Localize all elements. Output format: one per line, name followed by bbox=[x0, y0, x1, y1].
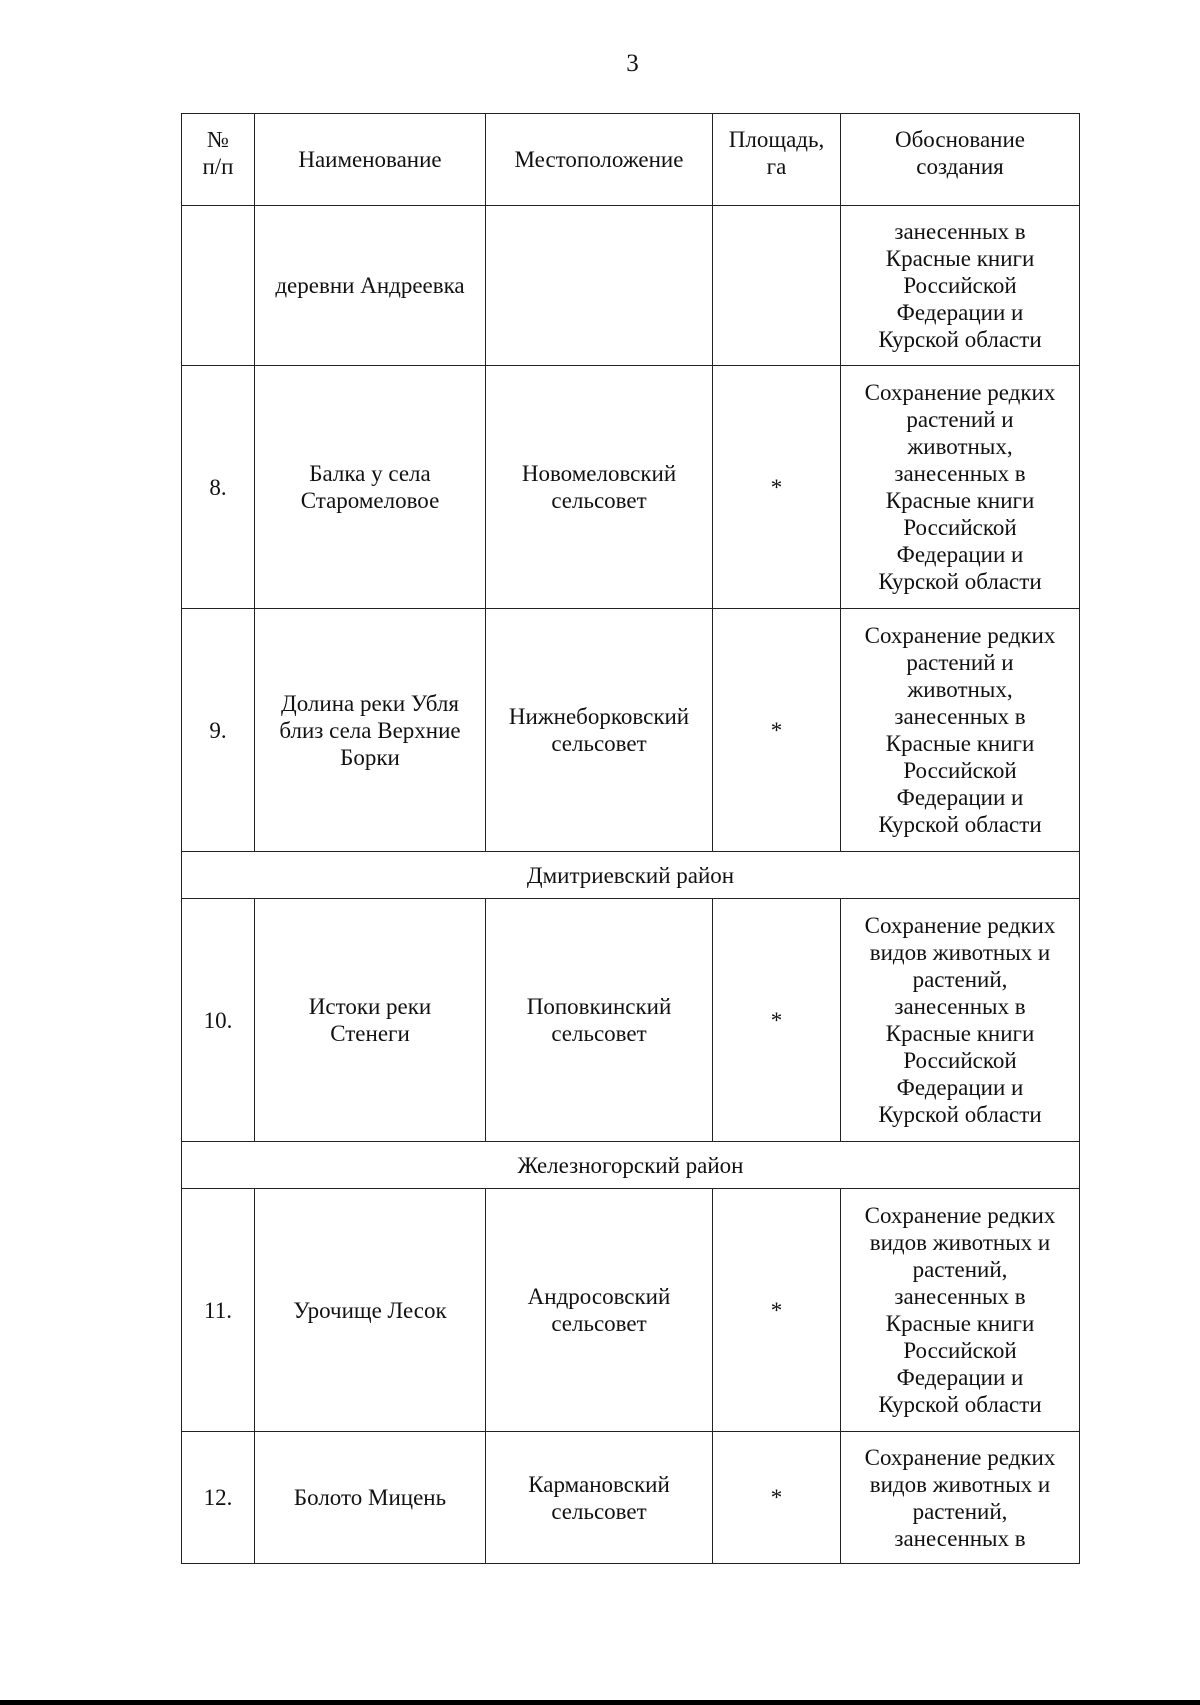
cell-name: Болото Мицень bbox=[255, 1432, 486, 1564]
cell-reason: Сохранение редких растений и животных, занесенных в Красные книги Российской Федерации и Курской области bbox=[841, 366, 1080, 609]
cell-name: деревни Андреевка bbox=[255, 206, 486, 366]
page-number: 3 bbox=[626, 50, 639, 77]
cell-location: Андросовский сельсовет bbox=[486, 1189, 713, 1432]
table-row bbox=[182, 609, 1080, 852]
table-header-row bbox=[182, 114, 1080, 206]
cell-area: * bbox=[713, 899, 841, 1142]
cell-number bbox=[182, 206, 255, 366]
cell-number: 9. bbox=[182, 609, 255, 852]
protected-areas-table bbox=[181, 113, 1080, 1564]
table-row-continuation bbox=[182, 206, 1080, 366]
header-name: Наименование bbox=[255, 114, 486, 206]
cell-location: Нижнеборковский сельсовет bbox=[486, 609, 713, 852]
cell-name: Истоки реки Стенеги bbox=[255, 899, 486, 1142]
cell-location: Кармановский сельсовет bbox=[486, 1432, 713, 1564]
cell-area: * bbox=[713, 366, 841, 609]
cell-number: 11. bbox=[182, 1189, 255, 1432]
cell-name: Балка у села Старомеловое bbox=[255, 366, 486, 609]
cell-location bbox=[486, 206, 713, 366]
cell-name: Урочище Лесок bbox=[255, 1189, 486, 1432]
header-area: Площадь, га bbox=[713, 114, 841, 206]
district-row bbox=[182, 1142, 1080, 1189]
table-row bbox=[182, 366, 1080, 609]
cell-number: 8. bbox=[182, 366, 255, 609]
cell-area: * bbox=[713, 1189, 841, 1432]
district-heading: Дмитриевский район bbox=[182, 852, 1080, 899]
cell-reason: Сохранение редких растений и животных, занесенных в Красные книги Российской Федерации и Курской области bbox=[841, 609, 1080, 852]
table-row bbox=[182, 899, 1080, 1142]
cell-number: 12. bbox=[182, 1432, 255, 1564]
cell-name: Долина реки Убля близ села Верхние Борки bbox=[255, 609, 486, 852]
cell-reason: Сохранение редких видов животных и растений, занесенных в Красные книги Российской Федерации и Курской области bbox=[841, 899, 1080, 1142]
district-row bbox=[182, 852, 1080, 899]
cell-area bbox=[713, 206, 841, 366]
cell-area: * bbox=[713, 1432, 841, 1564]
header-number: № п/п bbox=[182, 114, 255, 206]
table-row bbox=[182, 1432, 1080, 1564]
cell-reason: занесенных в Красные книги Российской Федерации и Курской области bbox=[841, 206, 1080, 366]
cell-location: Новомеловский сельсовет bbox=[486, 366, 713, 609]
cell-number: 10. bbox=[182, 899, 255, 1142]
cell-location: Поповкинский сельсовет bbox=[486, 899, 713, 1142]
cell-area: * bbox=[713, 609, 841, 852]
cell-reason: Сохранение редких видов животных и растений, занесенных в bbox=[841, 1432, 1080, 1564]
cell-reason: Сохранение редких видов животных и растений, занесенных в Красные книги Российской Федерации и Курской области bbox=[841, 1189, 1080, 1432]
header-location: Местоположение bbox=[486, 114, 713, 206]
district-heading: Железногорский район bbox=[182, 1142, 1080, 1189]
scan-bottom-edge bbox=[0, 1700, 1200, 1705]
header-reason: Обоснование создания bbox=[841, 114, 1080, 206]
table-row bbox=[182, 1189, 1080, 1432]
